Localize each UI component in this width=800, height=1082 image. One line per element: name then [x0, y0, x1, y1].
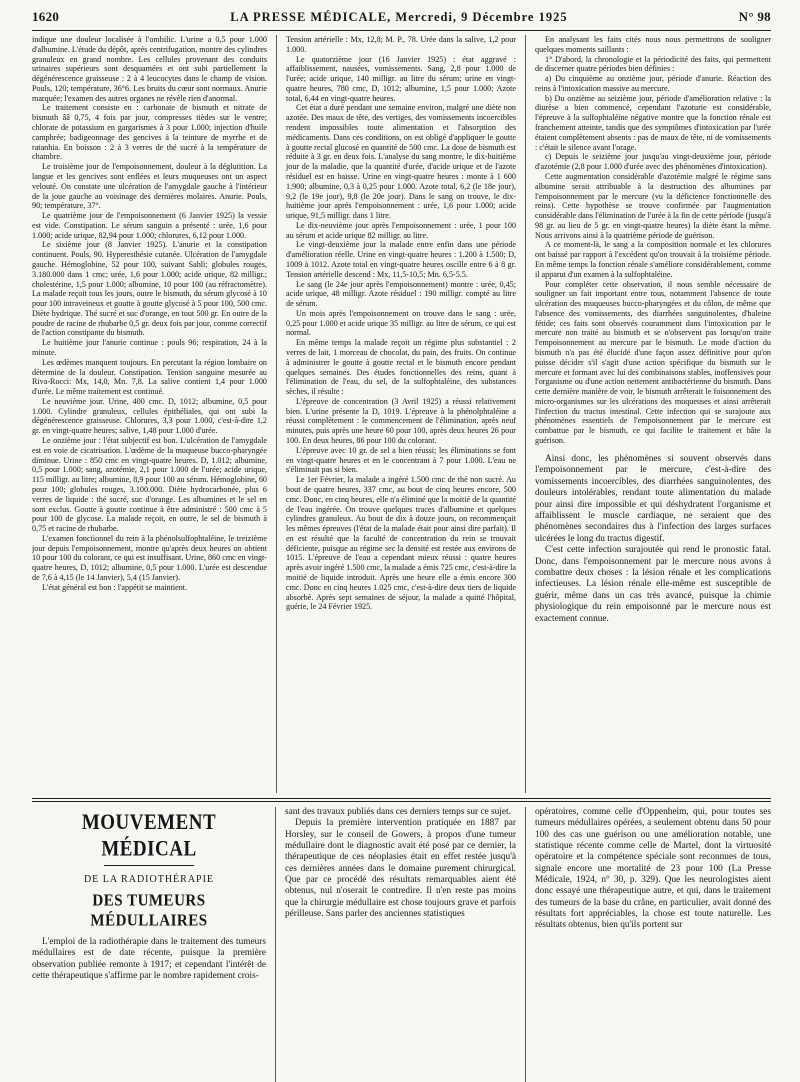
header-rule — [32, 30, 771, 31]
paragraph: A ce moment-là, le sang a la composition normale et les chlorures ont baissé par rapport à l'excédent qu'on trouvait à la troisième période. En même temps la fonction rénale s'améliore considérablement, comme il apparut d'un examen à la sulfophtaléine. — [535, 240, 771, 279]
article-subtitle-line1: DE LA RADIOTHÉRAPIE — [83, 874, 215, 886]
paragraph: Le huitième jour l'anurie continue : pouls 96; respiration, 24 à la minute. — [32, 338, 267, 357]
lower-column-3 — [526, 807, 771, 1082]
page-number: 1620 — [32, 9, 60, 24]
paragraph: En même temps la malade reçoit un régime plus substantiel : 2 verres de lait, 1 morceau de chocolat, du pain, des fruits. On continue à administrer le goutte à goutte rectal et le bismuth encore pendant quelques semaines. Des études fonctionnelles des reins, quant à l'élimination de l'eau, du sel, de la sulfophtaléine, des substances sèches, il résulte : — [286, 338, 516, 397]
paragraph: Pour compléter cette observation, il nous semble nécessaire de souligner un fait important entre tous, notamment l'absence de toute ulcération des muqueuses bucco-pharyngées et du côlon, de même que l'absence des vomissements, des diarrhées sanguinolentes, d'haleine fétide; ces faits sont observés couramment dans l'intoxication par le mercure non traité au bismuth et se n'observent pas lorsqu'on traite l'empoisonnement au mercure par le bismuth. Le mode d'action du bismuth n'a pas été élucidé d'une façon assez définitive pour qu'on puisse décider s'il s'agit d'une action spécifique du bismuth sur le mercure et formant avec lui des combinaisons stables, inoffensives pour l'organisme ou d'une action nettement antibactérienne du bismuth. Dans cette dernière manière de voir, le bismuth arrêterait le foisonnement des micro-organismes sur les ulcérations des muqueuses et ainsi arrêterait l'infection du tractus intestinal. Cette infection qui se surajoute aux phénomènes essentiels de l'empoisonnement par le mercure est combattue par le bismuth, ce qui facilite le traitement et hâte la guérison. — [535, 279, 771, 446]
paragraph: Le neuvième jour. Urine, 400 cmc. D, 1012; albumine, 0,5 pour 1.000. Cylindre granuleux, cellules épithéliales, qui ont subi la dégénérescence graisseuse. Chlorures, 3,3 pour 1.000, c'est-à-dire 1,2 gr. en vingt-quatre heures; salive, 1,48 pour 1.000 d'urée. — [32, 396, 267, 436]
lower-column-1 — [32, 807, 276, 1082]
paragraph: Le onzième jour : l'état subjectif est bon. L'ulcération de l'amygdale est en voie de cicatrisation. L'œdème de la muqueuse bucco-pharyngée diminue. Urine : 850 cmc en vingt-quatre heures. D, 1.012; albumine, 0,5 pour 1.000; sang, azotémie, 2,1 pour 1.000 de l'urée; acide urique, 115 milligr. au litre; albumine, 8,9 pour 100 au sérum. Hémoglobine, 60 pour 100; globules rouges, 3.100.000. Diète hydrocarbonée, plus 6 verres de liquide : thé sucré, suc d'orange. Les albumines et le sel en sont exclus. Goutte à goutte continue à être administré : 500 cmc à 5 pour 100 de glycose. La malade reçoit, en outre, le sel de bismuth à 0,75 et racine de rhubarbe. — [32, 436, 267, 534]
conclusion-block — [535, 454, 771, 625]
paragraph: Les œdèmes manquent toujours. En percutant la région lombaire on détermine de la douleur. Constipation. Tension sanguine mesurée au Riva-Rocci: Mx, 14,0, Mn. 7,8. La salive contient 1,4 pour 1.000 d'urée. Le même traitement est continué. — [32, 357, 267, 397]
paragraph: b) Du onzième au seizième jour, période d'amélioration relative : la diurèse a bien commencé, cependant l'azoturie est considérable, l'épreuve à la sulfophtaléine négative montre que la fonction rénale est franchement atteinte, tandis que des symptômes d'intoxication par l'urée étaient complètement absents : pas de maux de tête, ni de vomissements : c'était le silence avant l'orage. — [535, 93, 771, 152]
page-header — [32, 9, 771, 29]
paragraph: L'examen fonctionnel du rein à la phénolsulfophtaléine, le treizième jour depuis l'empoisonnement, montre qu'après deux heures on obtient 10 pour 100 du colorant, ce qui est insuffisant. Urine, 860 cmc en vingt-quatre heures, D, 1012; albumine, 0,5 pour 1.000. L'urée est descendue de 7,6 à 4,15 (le 14 Janvier), 5,4 (15 Janvier). — [32, 533, 267, 582]
paragraph: c) Depuis le seizième jour jusqu'au vingt-deuxième jour, période d'azotémie (2,8 pour 1.000 d'urée avec des phénomènes d'intoxication). — [535, 152, 771, 172]
paragraph: Cet état a duré pendant une semaine environ, malgré une diète non azotée. Des maux de tête, des vertiges, des vomissements incoercibles rendent impossibles toute alimentation et l'absorption des médicaments. Dans ces conditions, on est obligé d'appliquer le goutte à goutte rectal glucosé en quantité de 500 cmc. La dose de bismuth est réduite à 3 gr. en deux fois. L'analyse du sang montre, le dix-huitième jour de la maladie, que la quantité d'urée, d'acide urique et de l'azote résiduel est en baisse. Urine en vingt-quatre heures : monte à 1 600 1.900; albumine, 0,3 à 0,25 pour 1.000. Azote total, 6,2 (le 18e jour), 9,2 (le 19e jour), 9,8 (le 20e jour). Dans le sang on trouve, le dix-huitième jour après l'empoisonnement : urée, 1,6 pour 1.000; acide urique, 91,5 milligr. dans 1 litre. — [286, 103, 516, 221]
paragraph: Le vingt-deuxième jour la malade entre enfin dans une période d'amélioration réelle. Urine en vingt-quatre heures : 1.200 à 1.500; D, 1009 à 1012. Azote total en vingt-quatre heures oscille entre 6 à 8 gr. Tension artérielle descend : Mx, 11,5-10,5; Mn. 6,5-5.5. — [286, 240, 516, 279]
paragraph: L'épreuve avec 10 gr. de sel a bien réussi; les éliminations se font en vingt-quatre heures et en le concentrant à 7 pour 1.000. L'eau ne s'éliminait pas si bien. — [286, 445, 516, 475]
paragraph: Le troisième jour de l'empoisonnement, douleur à la déglutition. La langue et les gencives sont enflées et leurs muqueuses ont un aspect velouté. On constate une ulcération de l'amygdale gauche à l'intérieur de la joue gauche au voisinage des dernières molaires. Anurie. Pouls, 90; température, 37°. — [32, 162, 267, 211]
paragraph: Un mois après l'empoisonnement on trouve dans le sang : urée, 0,25 pour 1.000 et acide urique 35 milligr. au litre de sérum, ce qui est normal. — [286, 308, 516, 338]
paragraph: C'est cette infection surajoutée qui rend le pronostic fatal. Donc, dans l'empoisonnement par le mercure nous avons à combattre deux choses : la lésion rénale et les complications infectieuses. La lésion rénale elle-même est susceptible de guérir, même dans un cas très avancé, puisque la chimie physiologique du rein empoisonné par le mercure nous est exactement connue. — [535, 545, 771, 624]
section-title: MOUVEMENT MÉDICAL — [81, 810, 217, 862]
paragraph: Ainsi donc, les phénomènes si souvent observés dans l'empoisonnement par le mercure, c'est-à-dire des vomissements incoercibles, des diarrhées sanguinolentes, des douleurs intolérables, rendant toute alimentation du malade pour ainsi dire impossible et qui déshydratent l'organisme et affaiblissent le muscle cardiaque, ne seraient que des phénomènes secondaires dus à l'infection des larges surfaces ulcérées le long du tractus digestif. — [535, 453, 771, 544]
section-divider — [32, 798, 771, 799]
paragraph: Cette augmentation considérable d'azotémie malgré le régime sans albumine serait attribuable à la destruction des albumines par l'empoisonnement par le mercure (vu la déficience fonctionnelle des reins). Cette hypothèse se trouve confirmée par l'augmentation considérable dans l'élimination de l'urée à la fin de cette période (jusqu'à 98 gr. au lieu de 5 gr. en vingt-quatre heures) la diète étant la même. Nous arrivons ainsi à la quatrième période de guérison. — [535, 171, 771, 240]
paragraph: Le 1er Février, la malade a ingéré 1.500 cmc de thé non sucré. Au bout de quatre heures, 337 cmc, au bout de cinq heures encore, 500 cmc. Donc, en cinq heures, elle n'a éliminé que la moitié de la quantité de l'eau ingérée. On trouve quelques traces d'albumine et quelques cylindres granuleux. Au bout de dix à douze jours, on recommençait les mêmes épreuves (l'état de la malade était pour ainsi dire parfait). Il en est résulté que la faculté de concentration du rein se trouvait déficiente, puisque au régime sec la densité est restée aux environs de 1015. L'épreuve de l'eau a cependant mieux réussi : quatre heures après avoir ingéré 1.500 cmc, la malade a émis 725 cmc, c'est-à-dire la moitié de liquide introduit. Après une heure elle a émis encore 300 cmc. Donc en cinq heures 1.025 cmc, c'est-à-dire deux tiers de liquide absorbé. Après sept semaines de séjour, la malade a quitté l'hôpital, guérie, le 24 Février 1925. — [286, 475, 516, 612]
column-2 — [276, 35, 526, 793]
paragraph: L'emploi de la radiothérapie dans le traitement des tumeurs médullaires est de date récente, puisque la première observation publiée remonte à 1917; et cependant l'intérêt de cette thérapeutique s'affirme par le nombre rapidement crois- — [32, 937, 266, 982]
title-rule — [104, 865, 194, 866]
paragraph: Tension artérielle : Mx, 12,8; M. P., 78. Urée dans la salive, 1,2 pour 1.000. — [286, 35, 516, 54]
paragraph: Le quatrième jour de l'empoisonnement (6 Janvier 1925) la vessie est vide. Constipation. Le sérum sanguin a présenté : urée, 1,6 pour 1.000; acide urique, 82,94 pour 1.000; chlorures, 6,12 pour 1.000. — [32, 211, 267, 240]
paragraph: Le sixième jour (8 Janvier 1925). L'anurie et la constipation continuent. Pouls, 90. Hyperesthésie cutanée. Ulcération de l'amygdale gauche. Hémoglobine, 52 pour 100, suivant Sahli; globules rouges, 3.180.000 dans 1 cmc; urée, 1,6 pour 1.000; acide urique, 82 milligr.; cholestérine, 1,5 pour 1.000; albumine, 10 pour 100 (au réfractomètre). La malade reçoit tous les jours, outre le bismuth, du sérum glycosé à 10 pour 100 intraveineux et goutte à goutte glycosé à 5 pour 100, 500 cmc. Diète hydrique. Thé sucré et suc d'orange, en tout 500 gr. En outre de la poudre de racine de rhubarbe 0,5 gr. deux fois par jour, comme correctif de l'action constipante du bismuth. — [32, 240, 267, 338]
running-title: LA PRESSE MÉDICALE, Mercredi, 9 Décembre 1925 — [230, 10, 568, 24]
section-divider-thin — [32, 801, 771, 802]
paragraph: 1° D'abord, la chronologie et la périodicité des faits, qui permettent de discerner quatre périodes bien définies : — [535, 54, 771, 74]
paragraph: Le quatorzième jour (16 Janvier 1925) : état aggravé : affaiblissement, nausées, vomissements. Sang, 2,8 pour 1.000 de l'urée; acide urique, 140 milligr. au litre du sérum; urine en vingt-quatre heures, 780 cmc, D, 1012; albumine, 1,5 pour 1.000; Azote total, 6,44 en vingt-quatre heures. — [286, 54, 516, 103]
paragraph: Le sang (le 24e jour après l'empoisonnement) montre : urée, 0,45; acide urique, 48 milligr. Azote résiduel : 190 milligr. compté au litre de sérum. — [286, 279, 516, 309]
paragraph: a) Du cinquième au onzième jour, période d'anurie. Réaction des reins à l'intoxication massive au mercure. — [535, 74, 771, 93]
paragraph: sant des travaux publiés dans ces derniers temps sur ce sujet. — [285, 807, 511, 817]
article-body-lower — [32, 807, 771, 1082]
paragraph: Depuis la première intervention pratiquée en 1887 par Horsley, sur le conseil de Gowers, à propos d'une tumeur médullaire dont le diagnostic avait été posé par ce dernier, la thérapeutique de ces néoplasies était en effet restée jusqu'à ces dernières années dans le domaine purement chirurgical. Que par ce procédé des résultats remarquables aient été obtenus, nul n'oserait le contredire. Il n'en reste pas moins que la chirurgie médullaire est chose toujours grave et parfois périlleuse. Sans parler des anciennes statistiques — [285, 818, 516, 919]
paragraph: Le traitement consiste en : carbonate de bismuth et nitrate de bismuth ââ 0,75, 4 fois par jour, compresses tièdes sur le ventre; chlorate de potassium en gargarismes à 3 pour 1.000; injection d'huile camphrée; badigeonnage des gencives à la teinture de myrrhe et de ratanhia. En boisson : 2 à 3 verres de thé sucré à la température de chambre. — [32, 103, 267, 162]
paragraph: opératoires, comme celle d'Oppenheim, qui, pour toutes ses tumeurs médullaires opérées, a seulement obtenu dans 50 pour 100 des cas une guérison ou une amélioration notable, une statistique récente comme celle de Martel, dont la virtuosité opératoire et la compétence spéciale sont reconnues de tous, signale encore une mortalité de 23 pour 100 (La Presse Médicale, 1924, n° 30, p. 329). Que les neurologistes aient donc essayé une thérapeutique autre, et qui, dans le traitement des tumeurs de la base du crâne, en particulier, avait donné des résultats fort appréciables, la chose est toute naturelle. Les résultats obtenus, bien qu'ils portent sur — [535, 807, 771, 931]
lower-column-2 — [276, 807, 526, 1082]
column-3 — [526, 35, 771, 793]
paragraph: indique une douleur localisée à l'ombilic. L'urine a 0,5 pour 1.000 d'albumine. L'étude du dépôt, après centrifugation, montre des cylindres granuleux en grand nombre. Les cellules provenant des conduits urinaires supérieurs sont desquamées et ont subi partiellement la dégénérescence graisseuse : 2 à 4 leucocytes dans le champ de vision. Pouls, 120; température, 36°6. Les bruits du cœur sont normaux. Anurie marquée; l'examen des autres organes ne révèle rien d'anormal. — [32, 35, 267, 103]
paragraph: L'épreuve de concentration (3 Avril 1925) a réussi relativement bien. L'urine présente la D, 1019. L'épreuve à la phénolphtaléine a réussi complètement : le commencement de l'élimination, après neuf minutes, puis après une heure 60 pour 100, après deux heures 26 pour 100. En deux heures, 86 pour 100 du colorant. — [286, 396, 516, 446]
article-title: DES TUMEURS MÉDULLAIRES — [90, 891, 208, 930]
issue-number: N° 98 — [738, 9, 771, 24]
paragraph: En analysant les faits cités nous nous permettrons de souligner quelques moments saillants : — [535, 35, 771, 54]
paragraph: L'état général est bon : l'appétit se maintient. — [42, 582, 188, 592]
paragraph: Le dix-neuvième jour après l'empoisonnement : urée, 1 pour 100 au sérum et acide urique 82 milligr. au litre. — [286, 220, 516, 240]
article-body-upper — [32, 35, 771, 793]
column-1 — [32, 35, 276, 793]
